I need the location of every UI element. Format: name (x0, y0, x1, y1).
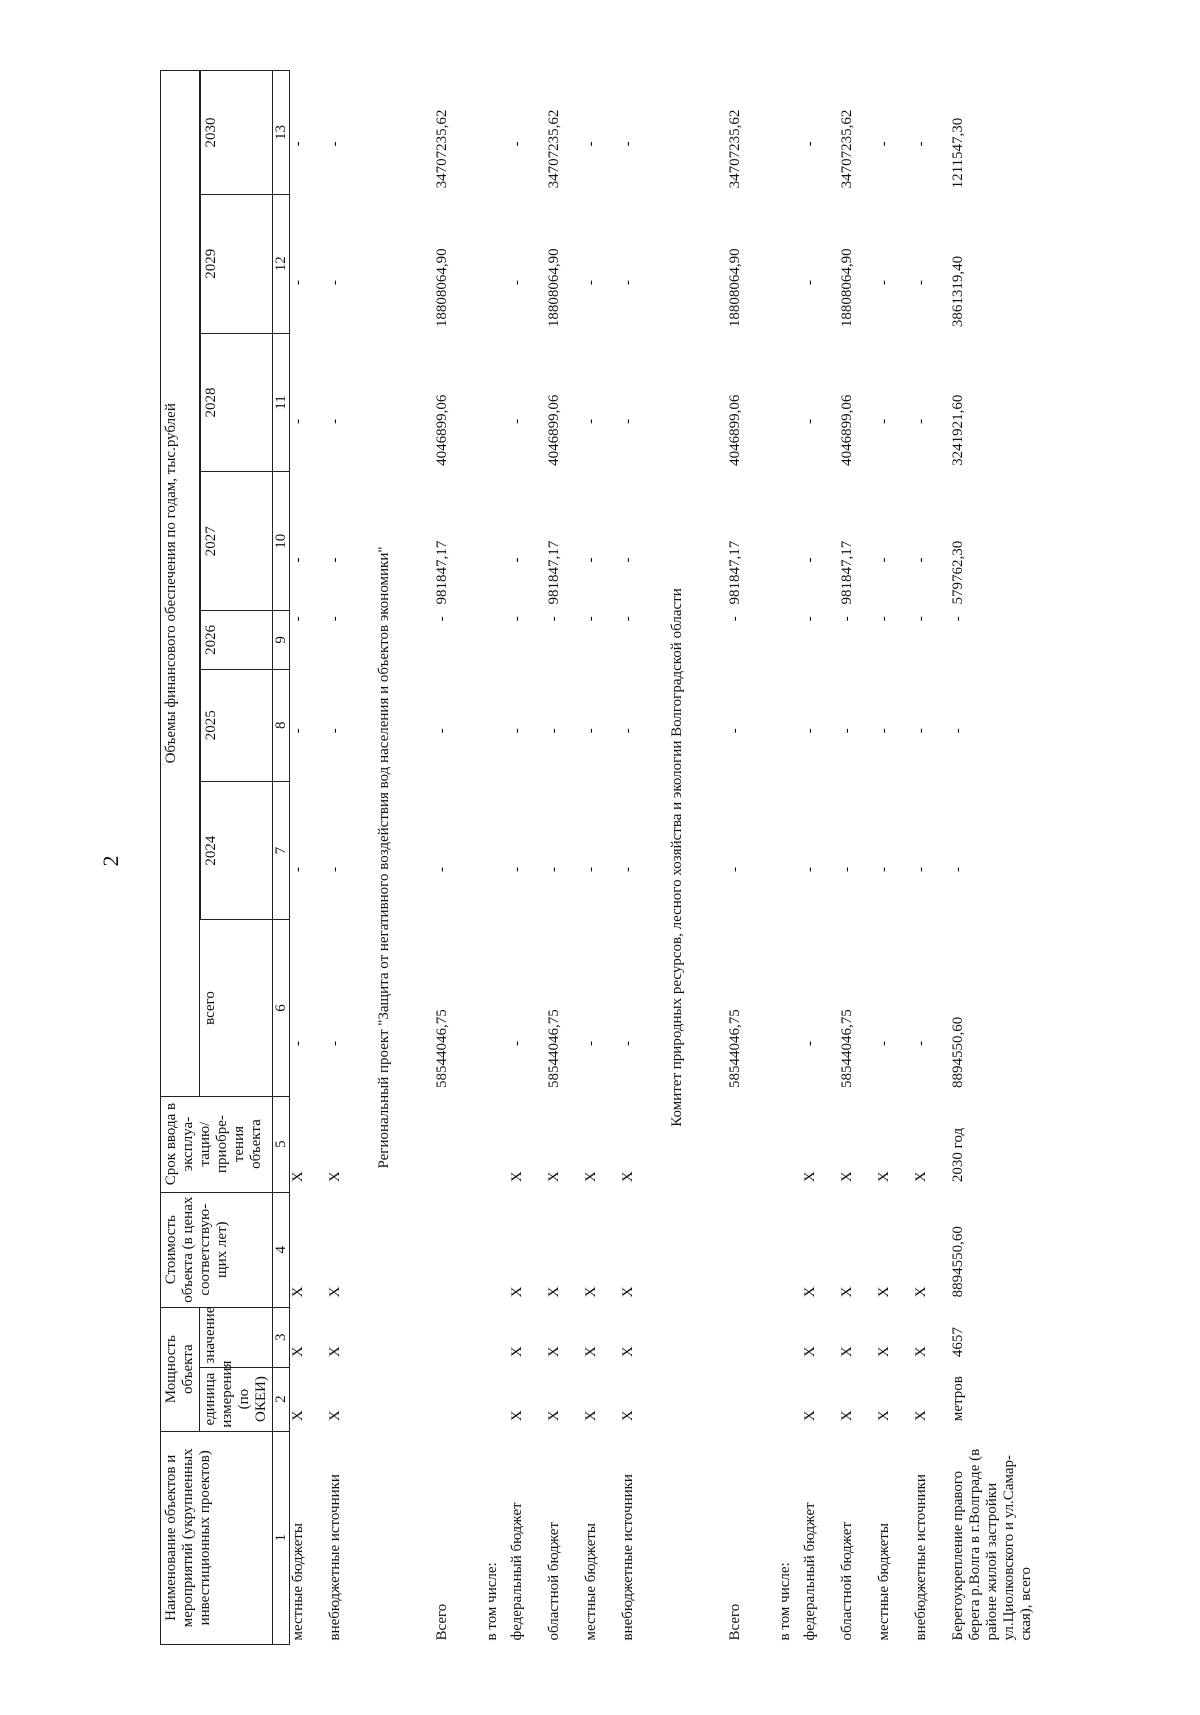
page-number: 2 (98, 855, 123, 867)
header-year: 2030 (201, 71, 273, 195)
year-value-cell: - (876, 418, 892, 424)
section-title: Комитет природных ресурсов, лесного хозяйства и экологии Волгоградской области (669, 588, 685, 1127)
year-value-cell: - (876, 557, 892, 563)
row-label: федеральный бюджет (802, 1502, 818, 1641)
year-value-cell: 3861319,40 (950, 255, 966, 328)
row-label: Всего (727, 1603, 743, 1641)
year-value-cell: - (950, 616, 966, 622)
year-value-cell: - (583, 141, 599, 147)
year-value-cell: - (509, 141, 525, 147)
year-value-cell: - (620, 616, 636, 622)
year-value-cell: 981847,17 (434, 540, 450, 605)
table-row (290, 71, 328, 1645)
year-value-cell: - (913, 418, 929, 424)
year-value-cell: 3241921,60 (950, 394, 966, 466)
year-value-cell: 34707235,62 (839, 109, 855, 189)
table-row (484, 71, 509, 1645)
year-value-cell: 18808064,90 (546, 248, 562, 328)
total-cell: - (583, 1041, 599, 1047)
year-value-cell: 18808064,90 (727, 248, 743, 328)
header-year: 2024 (201, 781, 273, 920)
year-value-cell: - (290, 418, 306, 424)
table-row (839, 71, 876, 1645)
year-value-cell: - (290, 866, 306, 872)
year-value-cell: - (327, 557, 343, 563)
row-label: местные бюджеты (290, 1523, 306, 1641)
table-row (913, 71, 950, 1645)
row-label: Всего (434, 1603, 450, 1641)
table-row (509, 71, 546, 1645)
total-cell: - (802, 1041, 818, 1047)
year-value-cell: - (876, 728, 892, 734)
value-cell: X (546, 1346, 562, 1358)
year-value-cell: 981847,17 (727, 540, 743, 605)
header-unit: единица измерения (по ОКЕИ) (200, 1367, 273, 1431)
table-row (777, 71, 802, 1645)
table-row (583, 71, 620, 1645)
unit-cell: X (802, 1410, 818, 1422)
cost-cell: X (583, 1286, 599, 1298)
year-value-cell: - (802, 866, 818, 872)
year-value-cell: - (839, 866, 855, 872)
unit-cell: X (546, 1410, 562, 1422)
term-cell: X (913, 1171, 929, 1183)
year-value-cell: - (327, 866, 343, 872)
term-cell: 2030 год (950, 1127, 966, 1183)
year-value-cell: - (802, 141, 818, 147)
total-cell: 58544046,75 (546, 1009, 562, 1089)
term-cell: X (620, 1171, 636, 1183)
row-label: внебюджетные источники (620, 1474, 636, 1641)
year-value-cell: - (290, 728, 306, 734)
header-year: 2028 (201, 333, 273, 472)
year-value-cell: - (802, 418, 818, 424)
year-value-cell: - (620, 557, 636, 563)
value-cell: X (327, 1346, 343, 1358)
header-value: значение (200, 1307, 273, 1367)
table-row (876, 71, 913, 1645)
header-year: 2025 (201, 669, 273, 781)
header-index: 10 (273, 472, 290, 611)
header-year: 2029 (201, 194, 273, 333)
cost-cell: X (839, 1286, 855, 1298)
year-value-cell: - (876, 280, 892, 286)
total-cell: 8894550,60 (950, 1016, 966, 1089)
unit-cell: X (583, 1410, 599, 1422)
term-cell (705, 1096, 777, 1192)
year-value-cell: 1211547,30 (950, 117, 966, 189)
row-label: областной бюджет (546, 1521, 562, 1641)
term-cell (412, 1096, 484, 1192)
year-value-cell: - (583, 280, 599, 286)
total-cell: - (913, 1041, 929, 1047)
table-row (802, 71, 839, 1645)
table-row (620, 71, 657, 1645)
value-cell: X (913, 1346, 929, 1358)
year-value-cell: - (290, 616, 306, 622)
header-total: всего (200, 920, 273, 1096)
cost-cell: X (620, 1286, 636, 1298)
row-label: внебюджетные источники (327, 1474, 343, 1641)
header-index: 3 (273, 1307, 290, 1367)
year-value-cell: - (583, 866, 599, 872)
year-value-cell: - (290, 141, 306, 147)
row-label: местные бюджеты (583, 1523, 599, 1641)
unit-cell: X (876, 1410, 892, 1422)
year-value-cell: 34707235,62 (434, 109, 450, 189)
header-index: 13 (273, 71, 290, 195)
year-value-cell: - (620, 728, 636, 734)
year-value-cell: - (509, 866, 525, 872)
total-cell: 58544046,75 (839, 1009, 855, 1089)
header-index: 12 (273, 194, 290, 333)
cost-cell: X (876, 1286, 892, 1298)
rotated-table-wrapper (160, 70, 1160, 1645)
year-value-cell: - (509, 728, 525, 734)
year-value-cell: - (839, 728, 855, 734)
cost-cell (412, 1192, 484, 1307)
year-value-cell: - (620, 280, 636, 286)
cost-cell: X (802, 1286, 818, 1298)
unit-cell (705, 1367, 777, 1431)
header-index: 8 (273, 669, 290, 781)
term-cell: X (327, 1171, 343, 1183)
year-value-cell: - (727, 866, 743, 872)
year-value-cell: - (509, 280, 525, 286)
financing-table (160, 70, 1060, 1645)
term-cell: X (509, 1171, 525, 1183)
year-value-cell: - (876, 141, 892, 147)
year-value-cell: 981847,17 (546, 540, 562, 605)
total-cell: - (620, 1041, 636, 1047)
year-value-cell: 4046899,06 (839, 394, 855, 466)
year-value-cell: - (509, 557, 525, 563)
value-cell: X (290, 1346, 306, 1358)
table-row (364, 71, 412, 1645)
year-value-cell: 34707235,62 (727, 109, 743, 189)
year-value-cell: 18808064,90 (434, 248, 450, 328)
year-value-cell: - (802, 616, 818, 622)
row-label: областной бюджет (839, 1521, 855, 1641)
year-value-cell: - (290, 280, 306, 286)
year-value-cell: - (802, 557, 818, 563)
year-value-cell: - (950, 866, 966, 872)
total-cell: - (290, 1041, 306, 1047)
row-label: внебюджетные источники (913, 1474, 929, 1641)
year-value-cell: - (950, 728, 966, 734)
year-value-cell: 34707235,62 (546, 109, 562, 189)
value-cell: X (583, 1346, 599, 1358)
year-value-cell: - (913, 557, 929, 563)
year-value-cell: - (583, 616, 599, 622)
year-value-cell: - (913, 616, 929, 622)
unit-cell: X (839, 1410, 855, 1422)
year-value-cell: - (913, 280, 929, 286)
year-value-cell: - (327, 728, 343, 734)
year-value-cell: - (509, 616, 525, 622)
table-row (546, 71, 583, 1645)
year-value-cell: - (913, 141, 929, 147)
header-index: 4 (273, 1192, 290, 1307)
value-cell (412, 1307, 484, 1367)
year-value-cell: - (913, 866, 929, 872)
unit-cell: X (509, 1410, 525, 1422)
year-value-cell: - (727, 728, 743, 734)
value-cell: X (876, 1346, 892, 1358)
year-value-cell: 981847,17 (839, 540, 855, 605)
term-cell: X (839, 1171, 855, 1183)
total-cell: 58544046,75 (434, 1009, 450, 1089)
total-cell: - (876, 1041, 892, 1047)
header-index: 7 (273, 781, 290, 920)
year-value-cell: 18808064,90 (839, 248, 855, 328)
year-value-cell: - (913, 728, 929, 734)
year-value-cell: - (583, 418, 599, 424)
row-label: в том числе: (484, 1562, 500, 1641)
value-cell: 4657 (950, 1327, 966, 1358)
header-index: 1 (273, 1431, 290, 1644)
table-row (412, 71, 484, 1645)
cost-cell: X (290, 1286, 306, 1298)
term-cell: X (583, 1171, 599, 1183)
value-cell: X (509, 1346, 525, 1358)
header-capacity: Мощность объекта (161, 1307, 200, 1431)
unit-cell: X (327, 1410, 343, 1422)
header-year: 2027 (201, 472, 273, 611)
header-index: 2 (273, 1367, 290, 1431)
value-cell: X (839, 1346, 855, 1358)
year-value-cell: - (509, 418, 525, 424)
year-value-cell: - (876, 616, 892, 622)
unit-cell: метров (950, 1376, 966, 1422)
year-value-cell: - (327, 141, 343, 147)
year-value-cell: - (327, 280, 343, 286)
year-value-cell: - (876, 866, 892, 872)
section-title: Региональный проект "Защита от негативного воздействия вод населения и объектов экономики" (376, 546, 392, 1169)
year-value-cell: - (727, 616, 743, 622)
table-row (705, 71, 777, 1645)
total-cell: 58544046,75 (727, 1009, 743, 1089)
year-value-cell: - (546, 866, 562, 872)
total-cell: - (327, 1041, 343, 1047)
year-value-cell: - (839, 616, 855, 622)
header-index: 9 (273, 611, 290, 670)
row-label: Берегоукрепление правого берега р.Волга в г.Волграде (в районе жилой застройки ул.Циолковского и ул.Самар-ская), всего (950, 1448, 1034, 1641)
year-value-cell: 4046899,06 (434, 394, 450, 466)
cost-cell: X (913, 1286, 929, 1298)
year-value-cell: - (802, 280, 818, 286)
row-label: федеральный бюджет (509, 1502, 525, 1641)
cost-cell: X (327, 1286, 343, 1298)
year-value-cell: - (434, 866, 450, 872)
unit-cell (412, 1367, 484, 1431)
term-cell: X (876, 1171, 892, 1183)
header-index: 6 (273, 920, 290, 1096)
year-value-cell: - (434, 728, 450, 734)
table-row (657, 71, 705, 1645)
year-value-cell: 579762,30 (950, 540, 966, 605)
header-year: 2026 (201, 611, 273, 670)
cost-cell (705, 1192, 777, 1307)
year-value-cell: - (620, 141, 636, 147)
unit-cell: X (913, 1410, 929, 1422)
unit-cell: X (290, 1410, 306, 1422)
cost-cell: 8894550,60 (950, 1226, 966, 1298)
term-cell: X (546, 1171, 562, 1183)
header-index: 5 (273, 1096, 290, 1192)
value-cell (705, 1307, 777, 1367)
unit-cell: X (620, 1410, 636, 1422)
header-term: Срок ввода в эксплуа-тацию/ приобре-тения объекта (161, 1096, 273, 1192)
term-cell: X (290, 1171, 306, 1183)
header-cost: Стоимость объекта (в ценах соответствую-щих лет) (161, 1192, 273, 1307)
year-value-cell: - (546, 616, 562, 622)
year-value-cell: - (327, 616, 343, 622)
table-row (327, 71, 364, 1645)
value-cell: X (620, 1346, 636, 1358)
value-cell: X (802, 1346, 818, 1358)
cost-cell: X (509, 1286, 525, 1298)
cost-cell: X (546, 1286, 562, 1298)
header-index: 11 (273, 333, 290, 472)
year-value-cell: - (583, 557, 599, 563)
year-value-cell: - (327, 418, 343, 424)
row-label: в том числе: (777, 1562, 793, 1641)
table-row (950, 71, 1060, 1645)
total-cell: - (509, 1041, 525, 1047)
year-value-cell: - (546, 728, 562, 734)
year-value-cell: 4046899,06 (546, 394, 562, 466)
year-value-cell: - (290, 557, 306, 563)
year-value-cell: - (620, 866, 636, 872)
header-name: Наименование объектов и мероприятий (укрупненных инвестиционных проектов) (161, 1431, 273, 1644)
year-value-cell: - (620, 418, 636, 424)
year-value-cell: - (434, 616, 450, 622)
year-value-cell: - (583, 728, 599, 734)
term-cell: X (802, 1171, 818, 1183)
year-value-cell: - (802, 728, 818, 734)
row-label: местные бюджеты (876, 1523, 892, 1641)
year-value-cell: 4046899,06 (727, 394, 743, 466)
header-volumes: Объемы финансового обеспечения по годам, тыс.рублей (161, 71, 200, 1097)
